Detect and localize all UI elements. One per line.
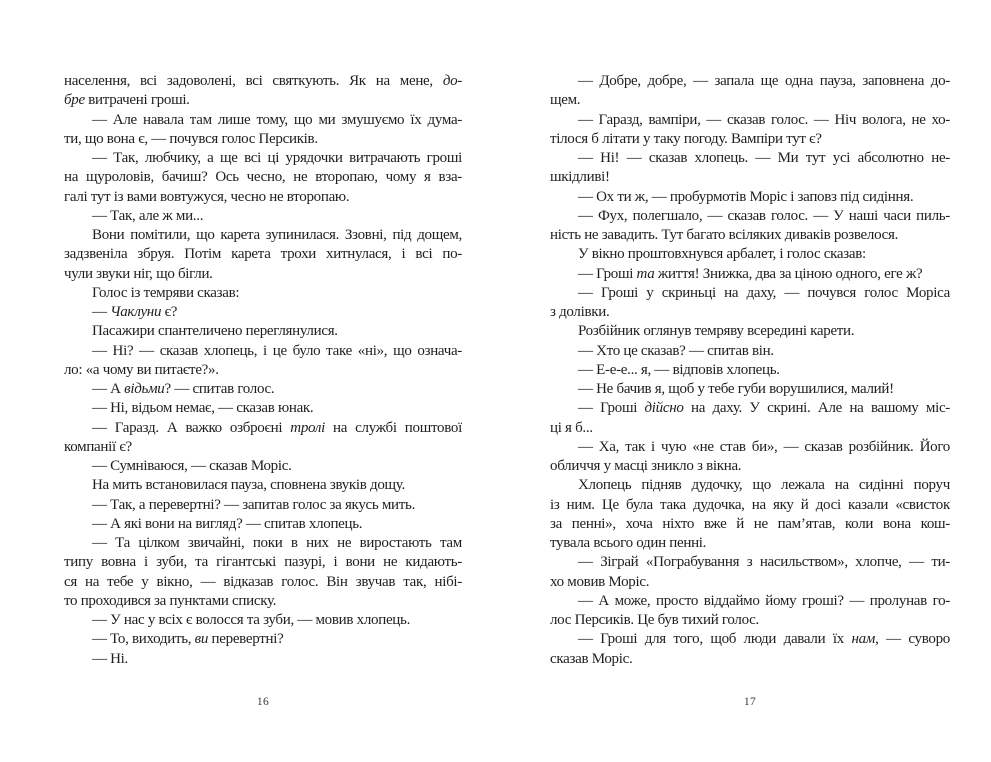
text-line: — Так, а перевертні? — запитав голос за якусь мить.	[92, 496, 416, 513]
text-line: типу вовна і зуби, та гігантські пазурі, і вони не кидають-	[64, 554, 462, 571]
text-line: — Та цілком звичайні, поки в них не виростають там	[92, 535, 462, 551]
text-line: — А може, просто віддаймо йому гроші? — пролунав го-	[578, 592, 950, 609]
text-line: — Так, любчику, а ще всі ці урядочки витрачають гроші	[92, 150, 462, 166]
text-line: У вікно проштовхнувся арбалет, і голос сказав:	[578, 246, 866, 263]
text-line: населення, всі задоволені, всі святкують. Як на мене, до-	[64, 73, 462, 89]
text-line: — А відьми? — спитав голос.	[92, 381, 275, 397]
text-line: ло: «а чому ви питаєте?».	[64, 361, 219, 378]
text-line: — Ні, відьом немає, — сказав юнак.	[92, 400, 314, 417]
text-line: — Ха, так і чую «не став би», — сказав розбійник. Його	[578, 438, 950, 455]
text-line: галі тут із вами вовтужуся, чесно не второпаю.	[64, 188, 350, 205]
text-line: обличчя у масці зникло з вікна.	[550, 458, 742, 474]
text-line: — Не бачив я, щоб у тебе губи ворушилися, малий!	[578, 381, 894, 397]
text-line: — А які вони на вигляд? — спитав хлопець.	[92, 515, 363, 532]
text-line: тілося б літати у таку погоду. Вампіри тут є?	[550, 130, 822, 147]
text-line: ся на тебе у вікно, — відказав голос. Він звучав так, нібі-	[64, 573, 462, 590]
text-line: компанії є?	[64, 438, 132, 455]
text-line: хо мовив Моріс.	[550, 573, 650, 590]
text-line: — Сумніваюся, — сказав Моріс.	[92, 458, 292, 474]
text-line: — Гроші у скриньці на даху, — почувся голос Моріса	[578, 284, 950, 301]
text-line: — Хто це сказав? — спитав він.	[578, 342, 774, 359]
text-line: — Гаразд, вампіри, — сказав голос. — Ніч волога, не хо-	[578, 111, 950, 128]
text-line: із ним. Це була така дудочка, на яку й досі казали «свисток	[550, 496, 950, 513]
text-line: чули звуки ніг, що бігли.	[64, 265, 213, 282]
text-line: Голос із темряви сказав:	[92, 284, 240, 301]
text-line: з долівки.	[550, 304, 610, 320]
page-number-left: 16	[256, 696, 270, 708]
text-line: за пенні», хоча ніхто вже й не пам’ятав, коли вона кош-	[550, 515, 950, 532]
text-line: Пасажири спантеличено переглянулися.	[92, 323, 338, 340]
text-line: — Ні? — сказав хлопець, і це було таке «ні», що означа-	[92, 342, 462, 359]
page-number-right: 17	[743, 696, 757, 708]
text-line: — Е-е-е... я, — відповів хлопець.	[578, 361, 780, 378]
text-line: шкідливі!	[550, 169, 610, 186]
text-line: лос Персиків. Це був тихий голос.	[550, 612, 759, 628]
text-line: — Ні! — сказав хлопець. — Ми тут усі абсолютно не-	[578, 150, 950, 166]
text-line: — Фух, полегшало, — сказав голос. — У наші часи пиль-	[578, 207, 950, 224]
text-line: сказав Моріс.	[550, 650, 633, 667]
text-line: — Але навала там лише тому, що ми змушуємо їх дума-	[92, 111, 462, 128]
text-line: — Гаразд. А важко озброєні тролі на службі поштової	[92, 419, 462, 436]
page-right-text	[550, 72, 950, 669]
text-line: то проходився за пунктами списку.	[64, 592, 277, 609]
text-line: — То, виходить, ви перевертні?	[92, 631, 284, 648]
text-line: ність не завадить. Тут багато всіляких диваків розвелося.	[550, 227, 899, 243]
text-line: Вони помітили, що карета зупинилася. Ззовні, під дощем,	[92, 227, 462, 243]
text-line: — Гроші та життя! Знижка, два за ціною одного, еге ж?	[578, 265, 923, 282]
text-line: щем.	[550, 92, 581, 109]
text-line: — Гроші для того, щоб люди давали їх нам, — суворо	[578, 631, 950, 648]
text-line: задзвеніла збруя. Потім карета трохи хитнулася, і всі по-	[64, 246, 462, 263]
page-left-text	[64, 72, 462, 669]
text-line: — Ох ти ж, — пробурмотів Моріс і заповз під сидіння.	[578, 188, 914, 205]
text-line: бре витрачені гроші.	[64, 92, 190, 109]
text-line: На мить встановилася пауза, сповнена звуків дощу.	[92, 477, 405, 494]
text-line: — У нас у всіх є волосся та зуби, — мовив хлопець.	[92, 612, 411, 628]
text-line: Хлопець підняв дудочку, що лежала на сидінні поруч	[578, 477, 950, 494]
text-line: — Чаклуни є?	[92, 304, 178, 320]
text-line: Розбійник оглянув темряву всередині карети.	[578, 323, 855, 340]
text-line: — Гроші дійсно на даху. У скрині. Але на вашому міс-	[578, 400, 950, 417]
text-line: на щуроловів, бачиш? Ось чесно, не второпаю, чому я вза-	[64, 169, 462, 186]
text-line: — Так, але ж ми...	[92, 207, 204, 224]
text-line: тувала всього один пенні.	[550, 535, 707, 551]
text-line: ці я б...	[550, 419, 593, 436]
text-line: — Добре, добре, — запала ще одна пауза, заповнена до-	[578, 73, 950, 89]
text-line: — Ні.	[92, 650, 129, 667]
text-line: — Зіграй «Пограбування з насильством», хлопче, — ти-	[578, 554, 950, 571]
text-line: ти, що вона є, — почувся голос Персиків.	[64, 130, 318, 147]
